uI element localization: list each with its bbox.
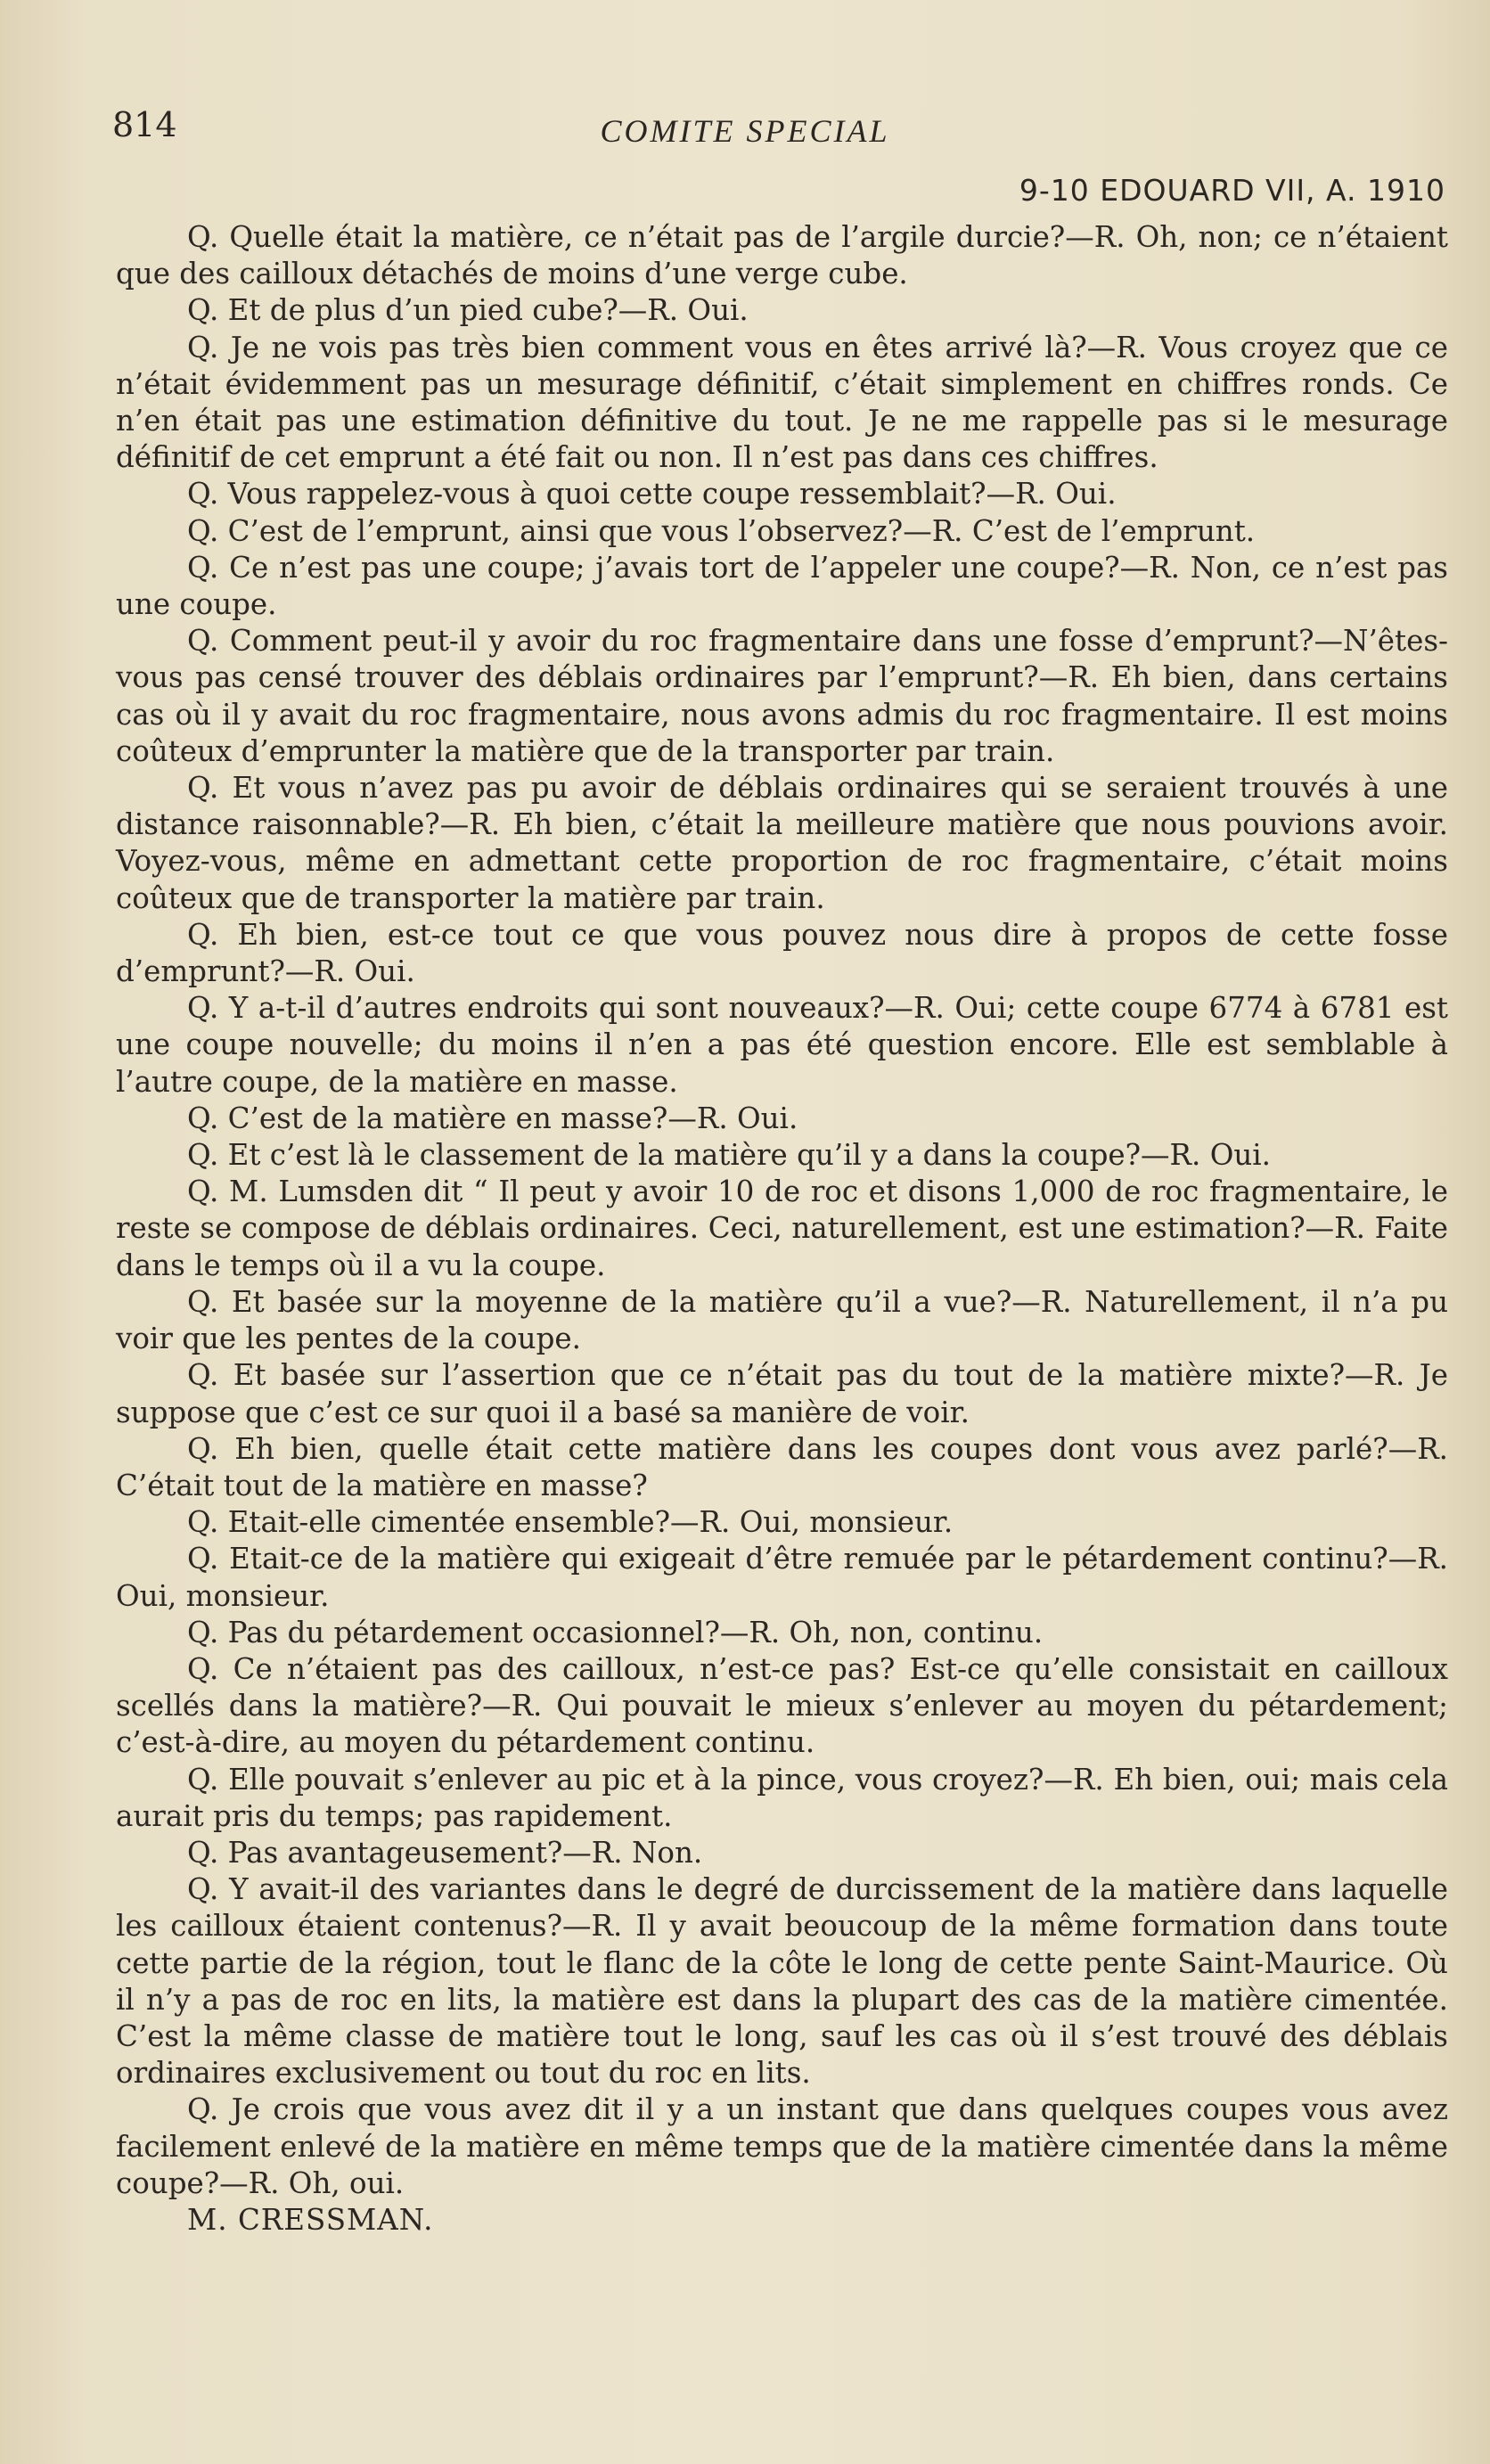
paragraph: Q. Eh bien, est-ce tout ce que vous pouvez nous dire à propos de cette fosse d’emprunt?—R. Oui. <box>116 917 1448 989</box>
paragraph: Q. C’est de l’emprunt, ainsi que vous l’observez?—R. C’est de l’emprunt. <box>187 513 1256 548</box>
paragraph: Q. Et de plus d’un pied cube?—R. Oui. <box>187 293 749 328</box>
paragraph: Q. Ce n’étaient pas des cailloux, n’est-ce pas? Est-ce qu’elle consistait en cailloux scellés dans la matière?—R. Qui pouvait le mieux s’enlever au moyen du pétardement; c’est-à-dire, au moyen du pétardement continu. <box>116 1651 1448 1760</box>
paragraph: Q. Quelle était la matière, ce n’était pas de l’argile durcie?—R. Oh, non; ce n’étaient que des cailloux détachés de moins d’une verge cube. <box>116 220 1448 291</box>
session-heading: 9-10 EDOUARD VII, A. 1910 <box>1019 173 1445 208</box>
paragraph: Q. Y a-t-il d’autres endroits qui sont nouveaux?—R. Oui; cette coupe 6774 à 6781 est une coupe nouvelle; du moins il n’en a pas été question encore. Elle est semblable à l’autre coupe, de la matière en masse. <box>116 991 1448 1099</box>
paragraph: Q. M. Lumsden dit “ Il peut y avoir 10 de roc et disons 1,000 de roc fragmentaire, le reste se compose de déblais ordinaires. Ceci, naturellement, est une estimation?—R. Faite dans le temps où il a vu la coupe. <box>116 1175 1448 1282</box>
paragraph: Q. Je ne vois pas très bien comment vous en êtes arrivé là?—R. Vous croyez que ce n’était évidemment pas un mesurage définitif, c’était simplement en chiffres ronds. Ce n’en était pas une estimation définitive du tout. Je ne me rappelle pas si le mesurage définitif de cet emprunt a été fait ou non. Il n’est pas dans ces chiffres. <box>116 330 1448 475</box>
running-title: COMITE SPECIAL <box>600 113 890 149</box>
paragraph: Q. Et vous n’avez pas pu avoir de déblais ordinaires qui se seraient trouvés à une distance raisonnable?—R. Eh bien, c’était la meilleure matière que nous pouvions avoir. Voyez-vous, même en admettant cette proportion de roc fragmentaire, c’était moins coûteux que de transporter la matière par train. <box>116 771 1448 915</box>
page-number: 814 <box>112 105 177 144</box>
paragraph: Q. Et basée sur l’assertion que ce n’était pas du tout de la matière mixte?—R. Je suppose que c’est ce sur quoi il a basé sa manière de voir. <box>116 1358 1448 1429</box>
paragraph: Q. Et basée sur la moyenne de la matière qu’il a vue?—R. Naturellement, il n’a pu voir que les pentes de la coupe. <box>116 1284 1448 1356</box>
transcript-body <box>116 219 1448 2239</box>
paragraph: Q. Vous rappelez-vous à quoi cette coupe ressemblait?—R. Oui. <box>187 477 1117 512</box>
paragraph: Q. Etait-elle cimentée ensemble?—R. Oui, monsieur. <box>187 1505 954 1540</box>
paragraph: Q. Comment peut-il y avoir du roc fragmentaire dans une fosse d’emprunt?—N’êtes-vous pas censé trouver des déblais ordinaires par l’emprunt?—R. Eh bien, dans certains cas où il y avait du roc fragmentaire, nous avons admis du roc fragmentaire. Il est moins coûteux d’emprunter la matière que de la transporter par train. <box>116 624 1448 768</box>
paragraph: Q. Etait-ce de la matière qui exigeait d’être remuée par le pétardement continu?—R. Oui, monsieur. <box>116 1542 1448 1613</box>
speaker-signature: M. CRESSMAN. <box>187 2202 434 2237</box>
paragraph: Q. Elle pouvait s’enlever au pic et à la pince, vous croyez?—R. Eh bien, oui; mais cela aurait pris du temps; pas rapidement. <box>116 1762 1448 1833</box>
paragraph: Q. Pas avantageusement?—R. Non. <box>187 1835 703 1870</box>
paragraph: Q. Eh bien, quelle était cette matière dans les coupes dont vous avez parlé?—R. C’était tout de la matière en masse? <box>116 1431 1448 1502</box>
paragraph: Q. C’est de la matière en masse?—R. Oui. <box>187 1101 798 1135</box>
paragraph: Q. Y avait-il des variantes dans le degré de durcissement de la matière dans laquelle les cailloux étaient contenus?—R. Il y avait beoucoup de la même formation dans toute cette partie de la région, tout le flanc de la côte le long de cette pente Saint-Maurice. Où il n’y a pas de roc en lits, la matière est dans la plupart des cas de la matière cimentée. C’est la même classe de matière tout le long, sauf les cas où il s’est trouvé des déblais ordinaires exclusivement ou tout du roc en lits. <box>116 1872 1448 2091</box>
paragraph: Q. Ce n’est pas une coupe; j’avais tort de l’appeler une coupe?—R. Non, ce n’est pas une coupe. <box>116 550 1448 622</box>
paragraph: Q. Pas du pétardement occasionnel?—R. Oh, non, continu. <box>187 1615 1044 1649</box>
paragraph: Q. Je crois que vous avez dit il y a un instant que dans quelques coupes vous avez facilement enlevé de la matière en même temps que de la matière cimentée dans la même coupe?—R. Oh, oui. <box>116 2092 1448 2200</box>
paragraph: Q. Et c’est là le classement de la matière qu’il y a dans la coupe?—R. Oui. <box>187 1138 1271 1173</box>
